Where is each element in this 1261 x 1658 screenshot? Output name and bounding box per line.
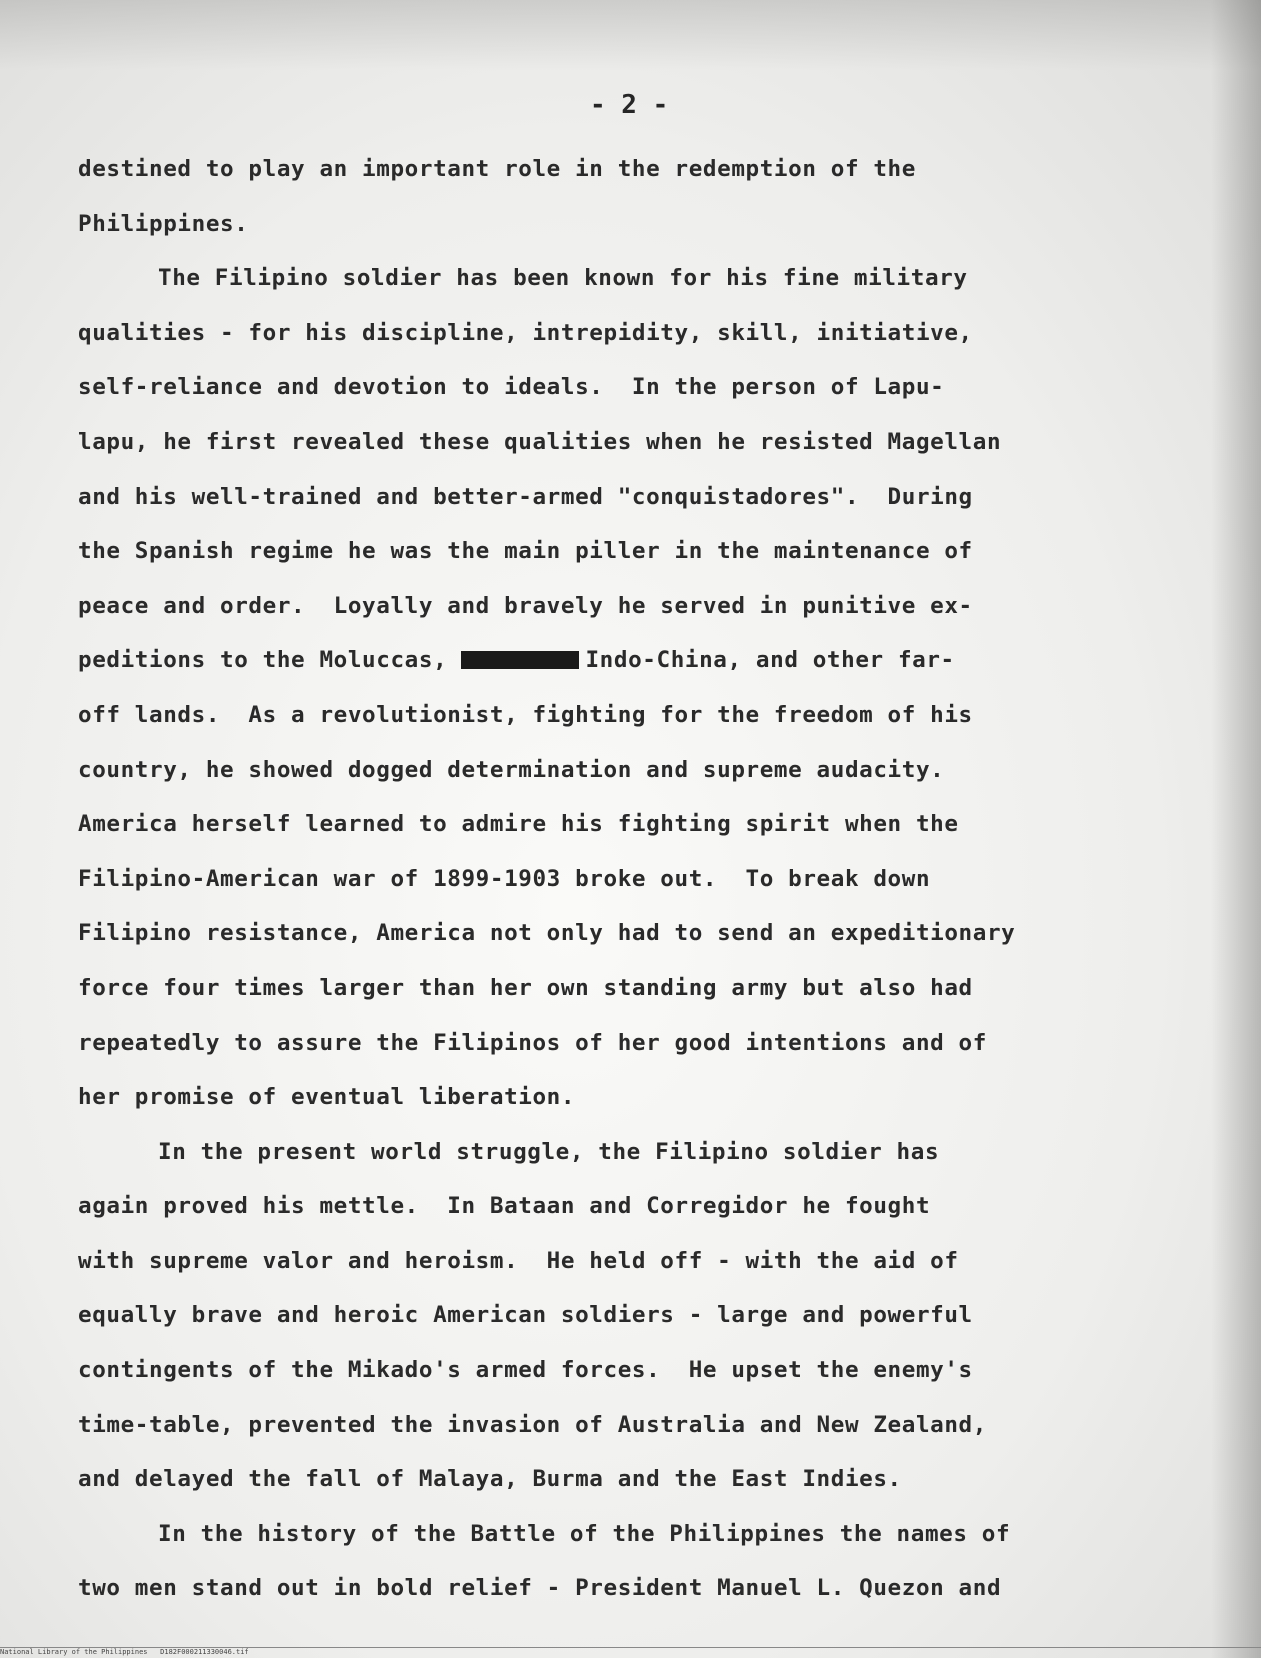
text-line: self-reliance and devotion to ideals. In the person of Lapu- [78, 374, 945, 401]
document-body [78, 142, 1208, 1616]
text-line: In the history of the Battle of the Philippines the names of [158, 1520, 1011, 1547]
text-line: with supreme valor and heroism. He held off - with the aid of [78, 1247, 959, 1274]
redaction-mark [461, 651, 579, 669]
text-line: Filipino-American war of 1899-1903 broke out. To break down [78, 865, 931, 892]
text-line-with-redaction [78, 633, 1208, 688]
text-segment: peditions to the Moluccas, [78, 647, 448, 674]
text-line: destined to play an important role in the redemption of the [78, 156, 916, 182]
text-line: force four times larger than her own standing army but also had [78, 974, 973, 1001]
text-line: country, he showed dogged determination and supreme audacity. [78, 756, 945, 783]
text-line: and delayed the fall of Malaya, Burma and the East Indies. [78, 1466, 902, 1493]
text-line: Filipino resistance, America not only had to send an expeditionary [78, 920, 1016, 947]
text-line: qualities - for his discipline, intrepidity, skill, initiative, [78, 319, 973, 346]
scan-shadow-top [0, 0, 1261, 70]
footer-caption: National Library of the Philippines D182F000211330046.tif [0, 1648, 249, 1656]
text-line: the Spanish regime he was the main piller in the maintenance of [78, 538, 973, 565]
text-line: The Filipino soldier has been known for his fine military [158, 265, 968, 292]
scan-shadow-right [1211, 0, 1261, 1658]
text-line: off lands. As a revolutionist, fighting for the freedom of his [78, 701, 973, 728]
text-line: equally brave and heroic American soldiers - large and powerful [78, 1302, 973, 1329]
text-line: In the present world struggle, the Filipino soldier has [158, 1138, 940, 1165]
text-line: two men stand out in bold relief - President Manuel L. Quezon and [78, 1575, 1002, 1602]
text-line: time-table, prevented the invasion of Australia and New Zealand, [78, 1411, 987, 1438]
text-line: repeatedly to assure the Filipinos of her good intentions and of [78, 1029, 987, 1056]
text-line: again proved his mettle. In Bataan and Corregidor he fought [78, 1193, 931, 1220]
text-line: Philippines. [78, 210, 249, 237]
text-line: America herself learned to admire his fighting spirit when the [78, 811, 959, 838]
text-segment: Indo-China, and other far- [585, 647, 955, 674]
page-number: - 2 - [590, 90, 669, 120]
text-line: lapu, he first revealed these qualities when he resisted Magellan [78, 428, 1002, 455]
text-line: and his well-trained and better-armed "conquistadores". During [78, 483, 973, 510]
text-line: her promise of eventual liberation. [78, 1084, 576, 1111]
text-line: contingents of the Mikado's armed forces. He upset the enemy's [78, 1357, 973, 1384]
text-line: peace and order. Loyally and bravely he served in punitive ex- [78, 592, 973, 619]
